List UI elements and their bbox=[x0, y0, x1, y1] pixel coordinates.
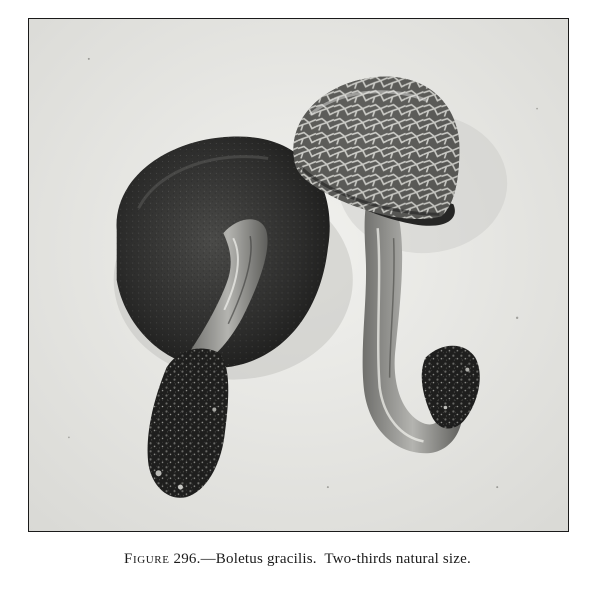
mushroom-illustration bbox=[29, 19, 568, 531]
scale-note: Two-thirds natural size. bbox=[324, 551, 471, 567]
figure-number: 296. bbox=[173, 551, 201, 567]
figure-label: Figure bbox=[124, 551, 170, 567]
figure-photograph bbox=[28, 18, 569, 532]
caption-dash: — bbox=[200, 551, 216, 567]
species-name: Boletus gracilis. bbox=[215, 551, 317, 567]
figure-caption bbox=[0, 551, 595, 568]
